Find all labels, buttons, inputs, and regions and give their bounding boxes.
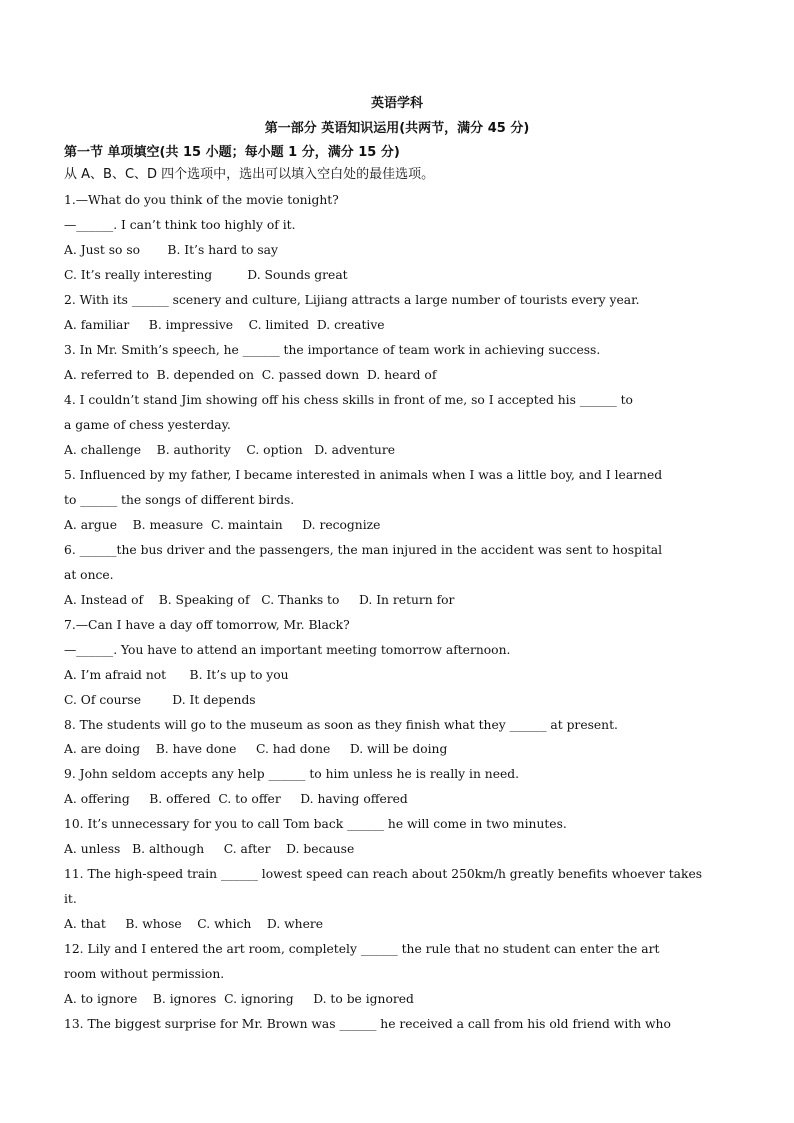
question-line: —______. I can’t think too highly of it. [64,218,296,232]
question-line: 2. With its ______ scenery and culture, Lijiang attracts a large number of tourists every year. [64,293,640,307]
option-line: A. I’m afraid not B. It’s up to you [64,668,289,682]
question-line: room without permission. [64,967,225,981]
option-line: A. familiar B. impressive C. limited D. creative [64,318,385,332]
question-line: a game of chess yesterday. [64,418,231,432]
option-line: A. to ignore B. ignores C. ignoring D. to be ignored [64,992,414,1006]
option-line: C. It’s really interesting D. Sounds great [64,268,348,282]
question-line: 7.—Can I have a day off tomorrow, Mr. Black? [64,618,350,632]
question-line: it. [64,892,77,906]
option-line: A. are doing B. have done C. had done D. will be doing [64,742,448,756]
instruction-text: 从 A、B、C、D 四个选项中，选出可以填入空白处的最佳选项。 [64,167,435,182]
question-line: at once. [64,568,114,582]
question-line: 4. I couldn’t stand Jim showing off his chess skills in front of me, so I accepted his ______ to [64,393,633,407]
question-line: 1.—What do you think of the movie tonight? [64,193,339,207]
option-line: A. offering B. offered C. to offer D. having offered [64,792,408,806]
subject-title: 英语学科 [370,96,423,111]
question-line: 13. The biggest surprise for Mr. Brown was ______ he received a call from his old friend with who [64,1017,671,1031]
option-line: A. referred to B. depended on C. passed down D. heard of [64,368,437,382]
section-title: 第一节 单项填空(共 15 小题；每小题 1 分，满分 15 分) [64,145,400,160]
question-line: 12. Lily and I entered the art room, completely ______ the rule that no student can enter the art [64,942,660,956]
question-line: 6. ______the bus driver and the passengers, the man injured in the accident was sent to hospital [64,543,663,557]
option-line: A. Just so so B. It’s hard to say [64,243,278,257]
option-line: A. unless B. although C. after D. because [64,842,355,856]
part-title: 第一部分 英语知识运用(共两节，满分 45 分) [264,121,530,136]
option-line: A. argue B. measure C. maintain D. recognize [64,518,381,532]
question-line: 11. The high-speed train ______ lowest speed can reach about 250km/h greatly benefits whoever takes [64,867,703,881]
question-line: 9. John seldom accepts any help ______ to him unless he is really in need. [64,767,520,781]
question-line: to ______ the songs of different birds. [64,493,295,507]
option-line: A. that B. whose C. which D. where [64,917,324,931]
question-line: 3. In Mr. Smith’s speech, he ______ the importance of team work in achieving success. [64,343,601,357]
question-line: —______. You have to attend an important meeting tomorrow afternoon. [64,643,511,657]
option-line: A. challenge B. authority C. option D. adventure [64,443,395,457]
question-line: 10. It’s unnecessary for you to call Tom back ______ he will come in two minutes. [64,817,567,831]
option-line: C. Of course D. It depends [64,693,256,707]
option-line: A. Instead of B. Speaking of C. Thanks to D. In return for [64,593,455,607]
question-line: 8. The students will go to the museum as soon as they finish what they ______ at present. [64,718,618,732]
question-line: 5. Influenced by my father, I became interested in animals when I was a little boy, and I learned [64,468,663,482]
